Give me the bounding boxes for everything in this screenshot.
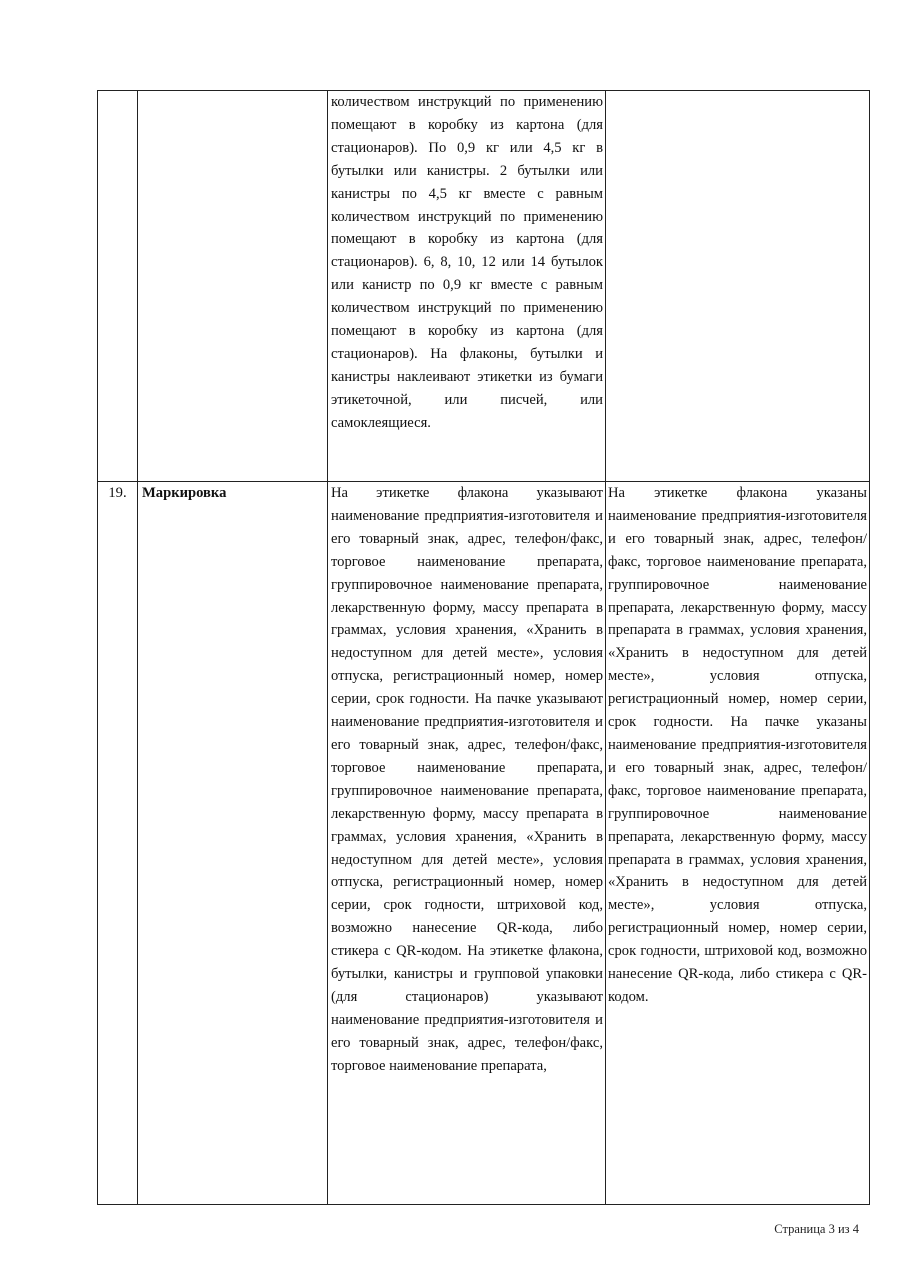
table-row [98, 482, 870, 1205]
row-number: 19. [108, 485, 127, 501]
page-number: Страница 3 из 4 [774, 1222, 859, 1236]
result-cell [606, 91, 870, 482]
requirement-text: количеством инструкций по применению помещают в коробку из картона (для стационаров). По 0,9 кг или 4,5 кг в бутылки или канистры. 2 бутылки или канистры по 4,5 кг вместе с равным количеством инструкций по применению помещают в коробку из картона (для стационаров). 6, 8, 10, 12 или 14 бутылок или канистр по 0,9 кг вместе с равным количеством инструкций по применению помещают в коробку из картона (для стационаров). На флаконы, бутылки и канистры наклеивают этикетки из бумаги этикеточной, или писчей, или самоклеящиеся. [331, 94, 603, 431]
row-name-cell [138, 91, 328, 482]
row-name-cell [138, 482, 328, 1205]
row-number-cell [98, 482, 138, 1205]
specification-table [97, 90, 870, 1205]
table-row [98, 91, 870, 482]
requirement-cell [328, 91, 606, 482]
row-name: Маркировка [142, 485, 227, 501]
result-text: На этикетке флакона указаны наименование предприятия-изготовителя и его товарный знак, адрес, телефон/факс, торговое наименование препарата, группировочное наименование препарата, лекарственную форму, массу препарата в граммах, условия хранения, «Хранить в недоступном для детей месте», условия отпуска, регистрационный номер, номер серии, срок годности. На пачке указаны наименование предприятия-изготовителя и его товарный знак, адрес, телефон/факс, торговое наименование препарата, группировочное наименование препарата, лекарственную форму, массу препарата в граммах, условия хранения, «Хранить в недоступном для детей месте», условия отпуска, регистрационный номер, номер серии, срок годности, штриховой код, возможно нанесение QR-кода, либо стикера с QR-кодом. [608, 485, 867, 1005]
row-number-cell [98, 91, 138, 482]
requirement-cell [328, 482, 606, 1205]
result-cell [606, 482, 870, 1205]
requirement-text: На этикетке флакона указывают наименование предприятия-изготовителя и его товарный знак, адрес, телефон/факс, торговое наименование препарата, группировочное наименование препарата, лекарственную форму, массу препарата в граммах, условия хранения, «Хранить в недоступном для детей месте», условия отпуска, регистрационный номер, номер серии, срок годности. На пачке указывают наименование предприятия-изготовителя и его товарный знак, адрес, телефон/факс, торговое наименование препарата, группировочное наименование препарата, лекарственную форму, массу препарата в граммах, условия хранения, «Хранить в недоступном для детей месте», условия отпуска, регистрационный номер, номер серии, срок годности, штриховой код, возможно нанесение QR-кода, либо стикера с QR-кодом. На этикетке флакона, бутылки, канистры и групповой упаковки (для стационаров) указывают наименование предприятия-изготовителя и его товарный знак, адрес, телефон/факс, торговое наименование препарата, [331, 485, 603, 1074]
